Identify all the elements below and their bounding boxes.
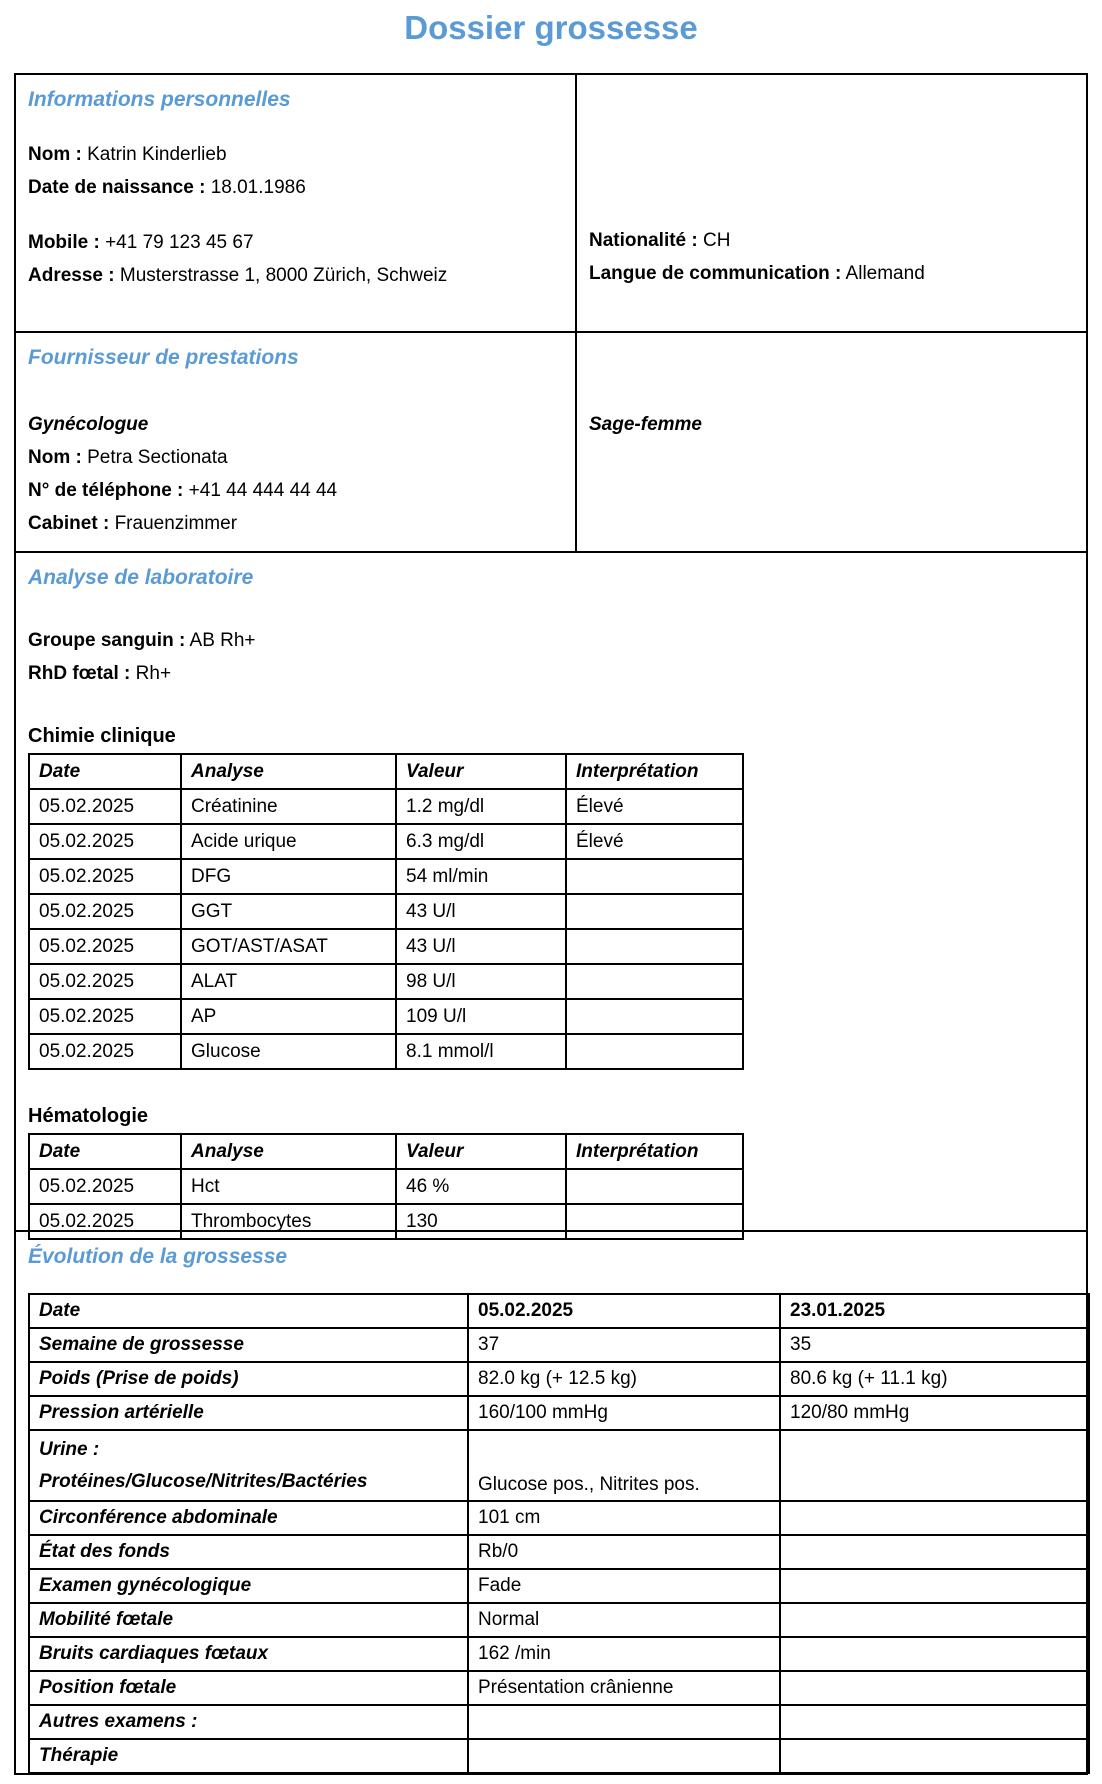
hematologie-header-row — [29, 1134, 743, 1169]
evolution-col-label: Date — [29, 1294, 468, 1328]
evolution-col-date-2: 23.01.2025 — [780, 1294, 1089, 1328]
row-value-2 — [780, 1739, 1089, 1773]
hematologie-heading: Hématologie — [28, 1105, 149, 1127]
hematologie-table — [28, 1133, 744, 1240]
cell-interpretation: Élevé — [566, 824, 743, 859]
evolution-header-row — [29, 1294, 1089, 1328]
cell-valeur: 43 U/l — [396, 894, 566, 929]
gynecologist-practice-label: Cabinet : — [28, 513, 110, 534]
row-label: Bruits cardiaques fœtaux — [29, 1637, 468, 1671]
chimie-header-row — [29, 754, 743, 789]
row-value-1: 37 — [468, 1328, 780, 1362]
chimie-row — [29, 964, 743, 999]
chimie-row — [29, 824, 743, 859]
row-label: Autres examens : — [29, 1705, 468, 1739]
cell-analyse: Acide urique — [181, 824, 396, 859]
cell-date: 05.02.2025 — [29, 1204, 181, 1239]
spacer — [28, 116, 563, 138]
spacer — [28, 374, 563, 408]
row-value-2 — [780, 1671, 1089, 1705]
gynecologist-name-line — [28, 441, 563, 474]
birthdate-line — [28, 171, 563, 204]
row-value-1 — [468, 1705, 780, 1739]
chimie-col-interpretation: Interprétation — [566, 754, 743, 789]
provider-heading: Fournisseur de prestations — [28, 346, 299, 369]
evolution-row — [29, 1396, 1089, 1430]
section-lab — [16, 553, 1086, 1232]
row-value-1: 101 cm — [468, 1501, 780, 1535]
evolution-row — [29, 1501, 1089, 1535]
row-value-2 — [780, 1569, 1089, 1603]
cell-interpretation: Élevé — [566, 789, 743, 824]
row-value-2: 80.6 kg (+ 11.1 kg) — [780, 1362, 1089, 1396]
cell-valeur: 46 % — [396, 1169, 566, 1204]
row-value-2 — [780, 1637, 1089, 1671]
language-value: Allemand — [845, 263, 925, 284]
language-line — [589, 257, 1074, 290]
lab-heading: Analyse de laboratoire — [28, 566, 254, 589]
evolution-col-date-1: 05.02.2025 — [468, 1294, 780, 1328]
cell-interpretation — [566, 999, 743, 1034]
chimie-row — [29, 789, 743, 824]
spacer — [28, 690, 1074, 720]
evolution-row — [29, 1637, 1089, 1671]
cell-interpretation — [566, 929, 743, 964]
cell-valeur: 1.2 mg/dl — [396, 789, 566, 824]
row-value-2 — [780, 1501, 1089, 1535]
gynecologist-name-value: Petra Sectionata — [87, 447, 228, 468]
mobile-value: +41 79 123 45 67 — [105, 232, 254, 253]
personal-info-left-cell — [16, 75, 575, 331]
row-label: Poids (Prise de poids) — [29, 1362, 468, 1396]
row-value-2 — [780, 1430, 1089, 1501]
row-value-1: 162 /min — [468, 1637, 780, 1671]
cell-date: 05.02.2025 — [29, 789, 181, 824]
chimie-row — [29, 1034, 743, 1069]
gynecologist-practice-line — [28, 507, 563, 540]
section-evolution — [16, 1232, 1086, 1773]
urine-label-line-2: Protéines/Glucose/Nitrites/Bactéries — [39, 1470, 368, 1492]
row-value-1: Fade — [468, 1569, 780, 1603]
cell-date: 05.02.2025 — [29, 1169, 181, 1204]
row-value-1: 82.0 kg (+ 12.5 kg) — [468, 1362, 780, 1396]
chimie-col-analyse: Analyse — [181, 754, 396, 789]
spacer — [28, 594, 1074, 624]
cell-analyse: Hct — [181, 1169, 396, 1204]
gynecologist-phone-label: N° de téléphone : — [28, 480, 184, 501]
provider-right-cell — [575, 333, 1086, 551]
hematologie-row — [29, 1169, 743, 1204]
gynecologist-title: Gynécologue — [28, 414, 149, 435]
name-value: Katrin Kinderlieb — [87, 144, 227, 165]
cell-valeur: 109 U/l — [396, 999, 566, 1034]
row-value-1: Normal — [468, 1603, 780, 1637]
chimie-row — [29, 929, 743, 964]
midwife-title: Sage-femme — [589, 414, 702, 435]
blood-group-label: Groupe sanguin : — [28, 630, 186, 651]
birthdate-label: Date de naissance : — [28, 177, 206, 198]
hematologie-col-date: Date — [29, 1134, 181, 1169]
rhd-foetal-value: Rh+ — [135, 663, 172, 684]
cell-analyse: Créatinine — [181, 789, 396, 824]
evolution-row — [29, 1362, 1089, 1396]
evolution-row — [29, 1739, 1089, 1773]
gynecologist-phone-value: +41 44 444 44 44 — [188, 480, 338, 501]
personal-info-heading: Informations personnelles — [28, 88, 291, 111]
address-line — [28, 259, 563, 292]
blood-group-value: AB Rh+ — [189, 630, 256, 651]
evolution-row — [29, 1569, 1089, 1603]
nationality-line — [589, 224, 1074, 257]
row-value-2 — [780, 1705, 1089, 1739]
name-line — [28, 138, 563, 171]
cell-analyse: DFG — [181, 859, 396, 894]
spacer — [28, 1070, 1074, 1100]
cell-interpretation — [566, 1169, 743, 1204]
dossier-frame — [14, 73, 1088, 1775]
row-label: Thérapie — [29, 1739, 468, 1773]
cell-analyse: Glucose — [181, 1034, 396, 1069]
chimie-row — [29, 999, 743, 1034]
evolution-table — [28, 1293, 1090, 1774]
cell-valeur: 6.3 mg/dl — [396, 824, 566, 859]
evolution-row — [29, 1603, 1089, 1637]
cell-interpretation — [566, 964, 743, 999]
hematologie-col-interpretation: Interprétation — [566, 1134, 743, 1169]
row-value-2 — [780, 1535, 1089, 1569]
cell-interpretation — [566, 1034, 743, 1069]
language-label: Langue de communication : — [589, 263, 842, 284]
name-label: Nom : — [28, 144, 82, 165]
cell-date: 05.02.2025 — [29, 929, 181, 964]
chimie-col-valeur: Valeur — [396, 754, 566, 789]
cell-date: 05.02.2025 — [29, 894, 181, 929]
chimie-row — [29, 894, 743, 929]
evolution-heading: Évolution de la grossesse — [28, 1245, 288, 1268]
row-label — [29, 1430, 468, 1501]
spacer — [28, 204, 563, 226]
nationality-value: CH — [703, 230, 731, 251]
mobile-label: Mobile : — [28, 232, 100, 253]
hematologie-col-analyse: Analyse — [181, 1134, 396, 1169]
row-value-1 — [468, 1739, 780, 1773]
row-value-1: Présentation crânienne — [468, 1671, 780, 1705]
row-value-2: 35 — [780, 1328, 1089, 1362]
row-label: Pression artérielle — [29, 1396, 468, 1430]
row-label: Mobilité fœtale — [29, 1603, 468, 1637]
hematologie-col-valeur: Valeur — [396, 1134, 566, 1169]
row-label: Semaine de grossesse — [29, 1328, 468, 1362]
row-label: Position fœtale — [29, 1671, 468, 1705]
rhd-foetal-label: RhD fœtal : — [28, 663, 131, 684]
urine-label-line-1: Urine : — [39, 1438, 100, 1460]
gynecologist-phone-line — [28, 474, 563, 507]
cell-date: 05.02.2025 — [29, 824, 181, 859]
spacer — [28, 1273, 1074, 1293]
evolution-row — [29, 1671, 1089, 1705]
cell-date: 05.02.2025 — [29, 964, 181, 999]
row-value-2: 120/80 mmHg — [780, 1396, 1089, 1430]
cell-interpretation — [566, 859, 743, 894]
cell-analyse: ALAT — [181, 964, 396, 999]
row-value-1: 160/100 mmHg — [468, 1396, 780, 1430]
evolution-row-urine — [29, 1430, 1089, 1501]
cell-analyse: GOT/AST/ASAT — [181, 929, 396, 964]
cell-date: 05.02.2025 — [29, 999, 181, 1034]
cell-valeur: 43 U/l — [396, 929, 566, 964]
cell-valeur: 54 ml/min — [396, 859, 566, 894]
blood-group-line — [28, 624, 1074, 657]
row-value-2 — [780, 1603, 1089, 1637]
cell-analyse: GGT — [181, 894, 396, 929]
cell-interpretation — [566, 894, 743, 929]
cell-analyse: AP — [181, 999, 396, 1034]
page-title: Dossier grossesse — [404, 9, 698, 46]
chimie-row — [29, 859, 743, 894]
section-provider — [16, 333, 1086, 553]
row-label: Circonférence abdominale — [29, 1501, 468, 1535]
row-value-1: Glucose pos., Nitrites pos. — [468, 1430, 780, 1501]
personal-info-right-cell — [575, 75, 1086, 331]
evolution-row — [29, 1535, 1089, 1569]
cell-analyse: Thrombocytes — [181, 1204, 396, 1239]
provider-left-cell — [16, 333, 575, 551]
row-label: État des fonds — [29, 1535, 468, 1569]
cell-date: 05.02.2025 — [29, 859, 181, 894]
rhd-foetal-line — [28, 657, 1074, 690]
gynecologist-name-label: Nom : — [28, 447, 82, 468]
mobile-line — [28, 226, 563, 259]
section-personal-info — [16, 75, 1086, 333]
evolution-row — [29, 1328, 1089, 1362]
chimie-col-date: Date — [29, 754, 181, 789]
address-value: Musterstrasse 1, 8000 Zürich, Schweiz — [119, 265, 448, 286]
row-label: Examen gynécologique — [29, 1569, 468, 1603]
birthdate-value: 18.01.1986 — [210, 177, 306, 198]
nationality-label: Nationalité : — [589, 230, 698, 251]
row-value-1: Rb/0 — [468, 1535, 780, 1569]
cell-valeur: 8.1 mmol/l — [396, 1034, 566, 1069]
cell-valeur: 98 U/l — [396, 964, 566, 999]
gynecologist-practice-value: Frauenzimmer — [114, 513, 238, 534]
cell-date: 05.02.2025 — [29, 1034, 181, 1069]
address-label: Adresse : — [28, 265, 115, 286]
cell-valeur: 130 — [396, 1204, 566, 1239]
chimie-table — [28, 753, 744, 1070]
chimie-heading: Chimie clinique — [28, 725, 176, 747]
evolution-row — [29, 1705, 1089, 1739]
